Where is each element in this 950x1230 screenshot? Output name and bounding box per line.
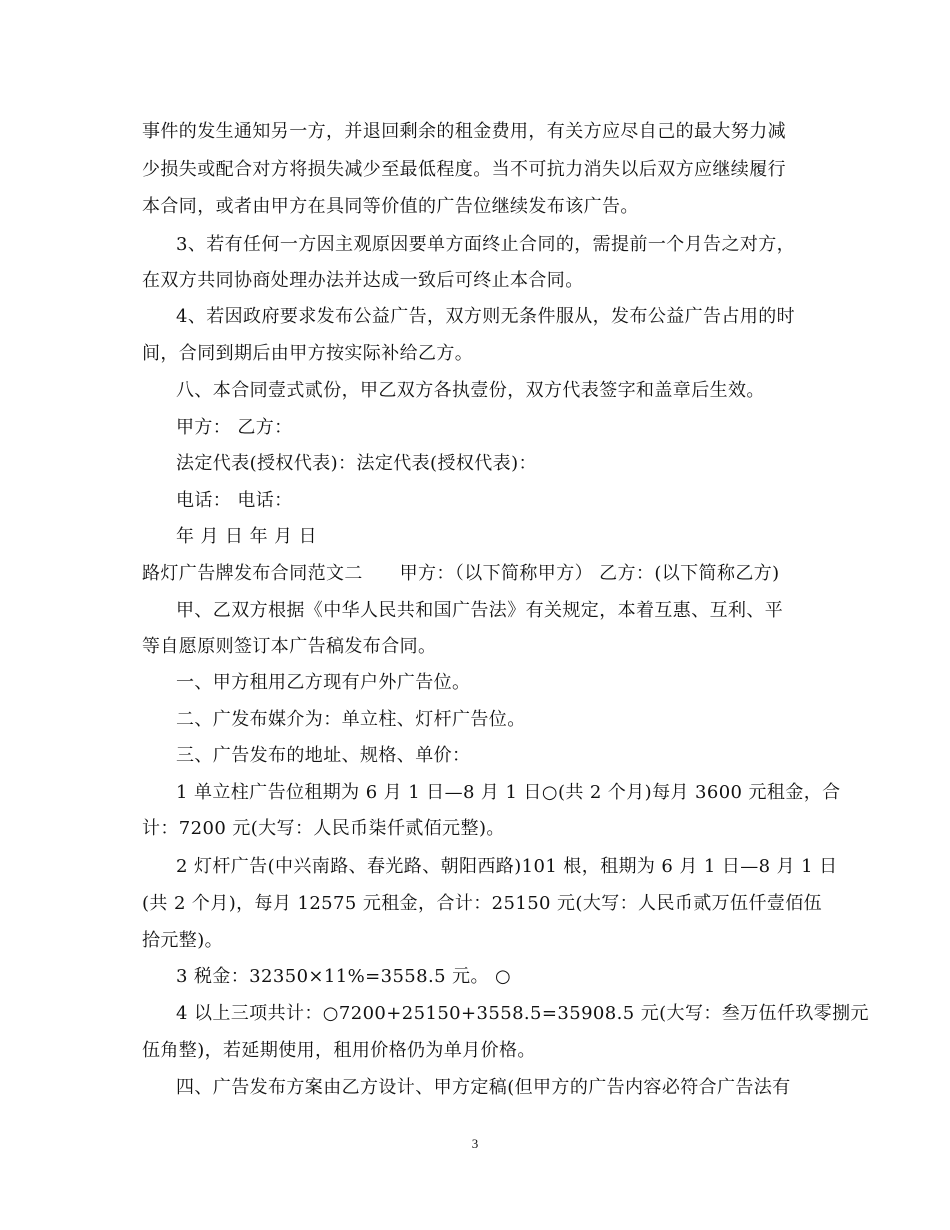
signature-representative-line: 法定代表(授权代表)：法定代表(授权代表)： xyxy=(176,453,537,474)
text-line: 事件的发生通知另一方，并退回剩余的租金费用，有关方应尽自己的最大努力减 xyxy=(142,121,786,142)
text-line: 4、若因政府要求发布公益广告，双方则无条件服从，发布公益广告占用的时 xyxy=(176,306,796,327)
text-line: (共 2 个月)，每月 12575 元租金，合计：25150 元(大写：人民币贰万伍仟壹佰伍 xyxy=(142,893,823,914)
signature-party-line: 甲方： 乙方： xyxy=(176,417,293,438)
text-line: 伍角整)，若延期使用，租用价格仍为单月价格。 xyxy=(142,1040,536,1061)
text-line: 3、若有任何一方因主观原因要单方面终止合同的，需提前一个月告之对方， xyxy=(176,234,796,255)
text-line: 二、广发布媒介为：单立柱、灯杆广告位。 xyxy=(176,709,526,730)
section-title-line: 路灯广告牌发布合同范文二 甲方：（以下简称甲方） 乙方：(以下简称乙方) xyxy=(142,563,780,584)
text-line: 等自愿原则签订本广告稿发布合同。 xyxy=(142,636,437,657)
text-line: 在双方共同协商处理办法并达成一致后可终止本合同。 xyxy=(142,270,584,291)
text-line: 八、本合同壹式贰份，甲乙双方各执壹份，双方代表签字和盖章后生效。 xyxy=(176,380,765,401)
text-line: 计：7200 元(大写：人民币柒仟贰佰元整)。 xyxy=(142,818,505,839)
signature-phone-line: 电话： 电话： xyxy=(176,490,293,511)
text-line: 本合同，或者由甲方在具同等价值的广告位继续发布该广告。 xyxy=(142,196,639,217)
page-number: 3 xyxy=(471,1136,479,1151)
text-line: 4 以上三项共计：○7200+25150+3558.5=35908.5 元(大写：叁万伍仟玖零捌元 xyxy=(176,1003,869,1024)
text-line: 甲、乙双方根据《中华人民共和国广告法》有关规定，本着互惠、互利、平 xyxy=(176,600,784,621)
text-line: 2 灯杆广告(中兴南路、春光路、朝阳西路)101 根，租期为 6 月 1 日—8 月 1 日 xyxy=(176,856,838,877)
text-line: 3 税金：32350×11%=3558.5 元。 ○ xyxy=(176,966,512,987)
text-line: 少损失或配合对方将损失减少至最低程度。当不可抗力消失以后双方应继续履行 xyxy=(142,159,786,180)
text-line: 四、广告发布方案由乙方设计、甲方定稿(但甲方的广告内容必符合广告法有 xyxy=(176,1077,791,1098)
text-line: 拾元整)。 xyxy=(142,930,224,951)
text-line: 一、甲方租用乙方现有户外广告位。 xyxy=(176,672,471,693)
text-line: 1 单立柱广告位租期为 6 月 1 日—8 月 1 日○(共 2 个月)每月 3600 元租金，合 xyxy=(176,782,841,803)
text-line: 三、广告发布的地址、规格、单价： xyxy=(176,745,471,766)
text-line: 间，合同到期后由甲方按实际补给乙方。 xyxy=(142,343,474,364)
signature-date-line: 年 月 日 年 月 日 xyxy=(176,526,318,547)
